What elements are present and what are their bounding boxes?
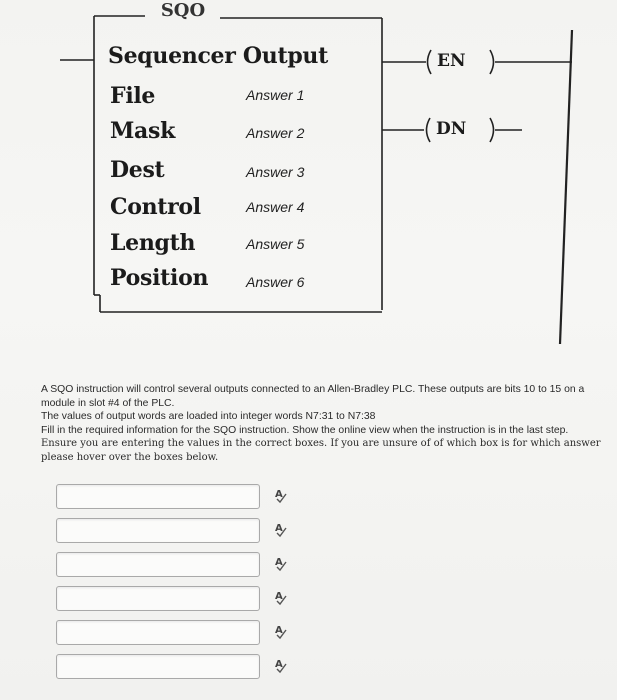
answer-input-2[interactable] (56, 518, 260, 543)
question-line-3: Fill in the required information for the SQO instruction. Show the online view when the instruction is in the last step. (41, 424, 569, 436)
instruction-mnemonic: SQO (160, 0, 206, 21)
answer-placeholder-6: Answer 6 (246, 274, 305, 290)
answer-placeholder-5: Answer 5 (246, 236, 305, 252)
spellcheck-icon[interactable] (274, 658, 288, 674)
right-power-rail (560, 30, 572, 344)
answer-row-4 (56, 586, 306, 613)
spellcheck-icon[interactable] (274, 590, 288, 606)
spellcheck-icon[interactable] (274, 624, 288, 640)
svg-text:A: A (275, 557, 283, 568)
question-line-4: Ensure you are entering the values in the correct boxes. If you are unsure of of which box is for which answer please hover over the boxes below. (41, 438, 601, 463)
field-label-dest: Dest (110, 157, 165, 183)
instruction-name: Sequencer Output (108, 43, 328, 69)
answer-row-6 (56, 654, 306, 681)
answer-row-5 (56, 620, 306, 647)
answer-row-1 (56, 484, 306, 511)
answer-input-3[interactable] (56, 552, 260, 577)
answer-placeholder-1: Answer 1 (246, 87, 305, 103)
field-label-file: File (110, 83, 156, 109)
spellcheck-icon[interactable] (274, 522, 288, 538)
question-text (41, 383, 601, 465)
dn-coil-right (490, 118, 494, 142)
question-line-2: The values of output words are loaded into integer words N7:31 to N7:38 (41, 411, 376, 423)
en-coil-right (490, 50, 494, 74)
en-coil-left (428, 50, 432, 74)
dn-coil-label: DN (436, 119, 467, 139)
answer-placeholder-2: Answer 2 (246, 125, 305, 141)
answer-row-3 (56, 552, 306, 579)
en-coil-label: EN (437, 51, 466, 71)
field-label-position: Position (110, 265, 209, 291)
answer-placeholder-3: Answer 3 (246, 164, 305, 180)
field-label-mask: Mask (110, 118, 176, 144)
spellcheck-icon[interactable] (274, 556, 288, 572)
answer-input-1[interactable] (56, 484, 260, 509)
svg-text:A: A (275, 591, 283, 602)
answer-input-4[interactable] (56, 586, 260, 611)
svg-text:A: A (275, 489, 283, 500)
answer-input-6[interactable] (56, 654, 260, 679)
svg-text:A: A (275, 659, 283, 670)
answer-input-5[interactable] (56, 620, 260, 645)
field-label-control: Control (110, 194, 201, 220)
dn-coil-left (427, 118, 431, 142)
answer-placeholder-4: Answer 4 (246, 199, 305, 215)
spellcheck-icon[interactable] (274, 488, 288, 504)
svg-text:A: A (275, 625, 283, 636)
svg-text:A: A (275, 523, 283, 534)
question-line-1: A SQO instruction will control several outputs connected to an Allen-Bradley PLC. These outputs are bits 10 to 15 on a module in slot #4 of the PLC. (41, 384, 585, 409)
field-label-length: Length (110, 230, 196, 256)
answer-row-2 (56, 518, 306, 545)
